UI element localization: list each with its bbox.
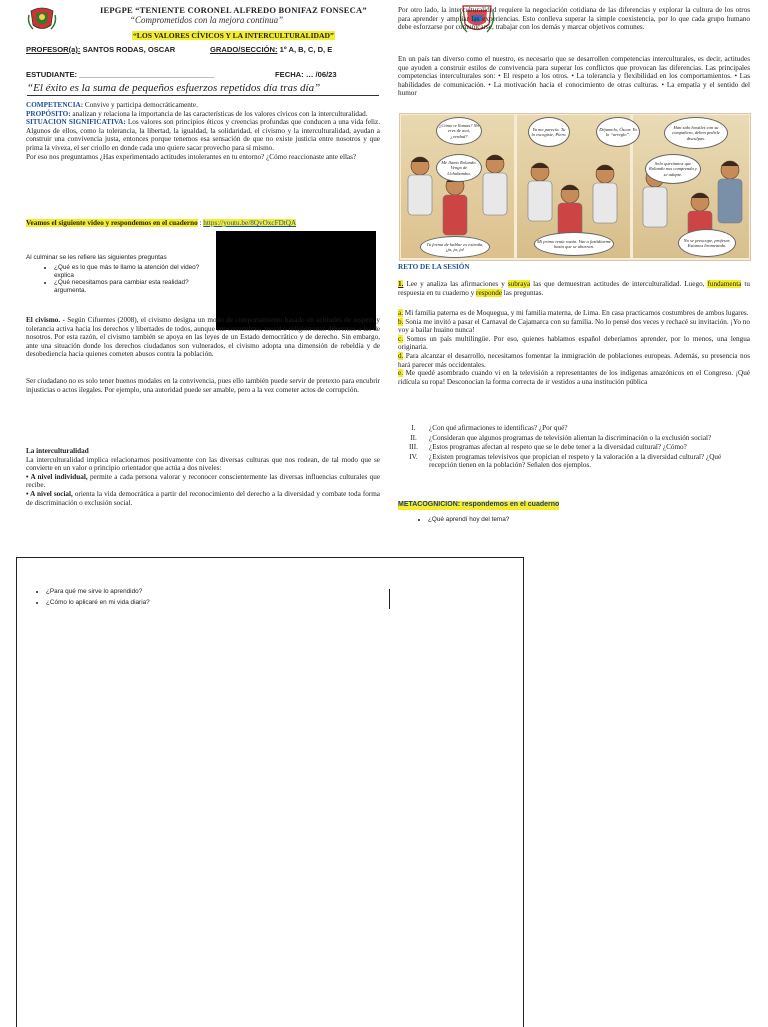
page2-question-2: • ¿Cómo lo aplicaré en mi vida diaria?	[46, 599, 326, 607]
reto-text-1: Lee y analiza las afirmaciones y	[403, 280, 508, 288]
page-2-questions	[26, 588, 326, 607]
reto-item-key: e.	[398, 369, 403, 378]
nivel-social	[26, 490, 380, 507]
teacher-name: SANTOS RODAS, OSCAR	[82, 45, 176, 54]
proposito-para	[26, 110, 380, 119]
reto-item-b[interactable]	[398, 318, 750, 335]
page2-question-1: • ¿Para qué me sirve lo aprendido?	[46, 588, 326, 596]
question-row	[398, 443, 750, 452]
question-number: II.	[410, 433, 417, 442]
nivel1-text: permite a cada persona valorar y reconocer conscientemente las diversas influencias culturales que recibe.	[26, 472, 381, 490]
session-title: “LOS VALORES CÍVICOS Y LA INTERCULTURALIDAD”	[133, 31, 334, 40]
situacion-para	[26, 118, 380, 152]
comic-bubble-8: Solo queríamos que Rolando nos comprenda y se adapte.	[645, 154, 701, 184]
reto-item-text: Para alcanzar el desarrollo, necesitamos fomentar la inmigración de poblaciones europeas. Además, su presencia nos hará parecer más occidentales.	[398, 351, 750, 369]
grade-row	[210, 45, 332, 54]
civismo-para	[26, 316, 380, 359]
reto-fundamenta: fundamenta	[707, 280, 742, 288]
proposito-text: analizan y relaciona la importancia de las características de los valores cívicos con la interculturalidad.	[72, 109, 368, 118]
reto-item-c[interactable]	[398, 335, 750, 352]
question-number: I.	[411, 424, 416, 432]
reto-item-key: d.	[398, 351, 404, 360]
date-label: FECHA:	[275, 70, 304, 79]
proposito-label: PROPÓSITO:	[26, 109, 71, 118]
pregunta-para: Por eso nos preguntamos ¿Has experimentado actitudes intolerantes en tu entorno? ¿Cómo reaccionaste ante ellas?	[26, 152, 357, 161]
quote: “El éxito es la suma de pequeños esfuerzos repetidos día tras día”	[27, 82, 379, 96]
nivel2-text: orienta la vida democrática a partir del reconocimiento del derecho a la diversidad y combate toda forma de discriminación o exclusión social.	[26, 489, 380, 507]
comic-bubble-7: Han sido hostiles con su compañero, deben pedirle disculpas.	[664, 117, 728, 149]
reto-text-2: las que demuestran actitudes de interculturalidad. Luego,	[530, 280, 708, 288]
question-number: IV.	[409, 452, 418, 461]
question-row	[398, 424, 750, 433]
reto-item-key: a.	[398, 309, 403, 317]
reto-title: RETO DE LA SESIÓN	[398, 263, 470, 271]
school-motto: “Comprometidos con la mejora continua”	[130, 15, 284, 25]
metacognicion-title: METACOGNICION: respondemos en el cuaderno	[398, 501, 560, 508]
comic-bubble-3: Tu forma de hablar es extraña, ¡ja, ja, ja!	[420, 236, 490, 258]
reto-items	[398, 309, 750, 386]
metacognicion-list	[398, 516, 698, 524]
question-text: ¿Estos programas afectan al respeto que se le debe tener a la diversidad cultural? ¿Cómo?	[429, 443, 687, 452]
civismo-text: - Según Cifuentes (2008), el civismo designa un modo de comportamiento basado en actitudes de respeto y tolerancia activa hacia los derechos y libertades de todos, aunque sus costumbres, moral o religión sean diferentes a las de nosotros. Por esta razón, el civismo también se apoya en las leyes de un Estado democrático y de derecho. Sin embargo, ante una situación donde los derechos ciudadanos son vulnerados, el civismo adopta una dimensión de rebeldía y de desobediencia hacia quienes cometen abusos contra la población.	[26, 316, 381, 359]
grade-label: GRADO/SECCIÓN:	[210, 45, 278, 54]
reto-instructions	[398, 280, 750, 297]
reto-responde: responde	[476, 288, 502, 297]
reto-item-text: Somos un país multilingüe. Por eso, quienes hablamos español deberíamos aprender, por lo menos, una lengua originaria.	[398, 334, 750, 352]
video-intro: Al culminar se les refiere las siguientes preguntas	[26, 254, 167, 261]
right-para-1: Por otro lado, la interculturalidad requiere la negociación cotidiana de las diferencias y explorar la cultura de los otros para aprender y ampliar las experiencias. Esto conlleva superar la simple coexistencia, por lo que cada grupo humano debe esforzarse por comunicarse, trabajar con los demás y marcar objetivos comunes.	[398, 6, 750, 32]
student-blank[interactable]: ________________________________	[79, 70, 215, 79]
nivel-individual	[26, 473, 380, 490]
student-row[interactable]	[26, 70, 214, 79]
teacher-row	[26, 45, 175, 54]
intro-block	[26, 101, 380, 161]
text-cursor	[389, 589, 390, 609]
question-text: ¿Consideran que algunos programas de televisión alientan la discriminación o la exclusión social?	[429, 433, 712, 442]
question-row	[398, 434, 750, 443]
reto-item-e[interactable]	[398, 369, 750, 386]
question-row	[398, 453, 750, 470]
ciudadano-para: Ser ciudadano no es solo tener buenos modales en la convivencia, pues ello también puede servir de pretexto para encubrir injusticias o actos ilegales. Por ejemplo, una autoridad puede ser amable, pero a la vez cometer actos de corrupción.	[26, 377, 380, 394]
reto-subraya: subraya	[507, 280, 531, 288]
reto-item-key: b.	[398, 317, 404, 326]
reto-item-text: Sonia me invitó a pasar el Carnaval de Cajamarca con su familia. No lo pensé dos veces y rechacé su invitación. ¡Yo no voy a bailar huaino nunca!	[398, 317, 750, 335]
comic-bubble-1: ¿Cómo te llamas? No eres de acá, ¿verdad?	[436, 117, 482, 145]
nivel2-label: • A nivel social,	[26, 489, 73, 498]
reto-text-3: tu respuesta en tu cuaderno y	[398, 280, 750, 297]
grade-value: 1º A, B, C, D, E	[279, 45, 333, 54]
reto-item-text: Me quedé asombrado cuando vi en la televisión a representantes de los indígenas amazónicos en el Congreso. ¡Qué ridícula su ropa! Desconocían la forma correcta de ir vestidos a una institución pública	[398, 369, 750, 386]
meta-question-1: • ¿Qué aprendí hoy del tema?	[428, 516, 698, 524]
video-question-2: • ¿Qué necesitamos para cambiar esta realidad? argumenta.	[54, 279, 208, 295]
question-text: ¿Con qué afirmaciones te identificas? ¿Por qué?	[429, 424, 568, 432]
video-label: Veamos el siguiente video y respondemos en el cuaderno	[26, 219, 198, 227]
competencia-para	[26, 101, 380, 110]
civismo-label: El civismo.	[26, 316, 61, 324]
reto-item-d[interactable]	[398, 352, 750, 369]
question-text: ¿Existen programas televisivos que propician el respeto y la valoración a la diversidad cultural? ¿Qué recepción tienen en la población? Señalen dos ejemplos.	[429, 452, 722, 470]
page-2-frame	[16, 557, 524, 1027]
reto-item-a[interactable]	[398, 309, 750, 318]
video-question-1: • ¿Qué es lo que más te llamo la atención del video? explica	[54, 264, 208, 280]
interculturalidad-block	[26, 447, 380, 507]
video-link[interactable]: https://youtu.be/8QvOxcFDtQA	[203, 219, 297, 227]
reto-questions	[398, 424, 750, 470]
comic-bubble-9: No se preocupe, profesor. Estamos bromeando.	[678, 229, 736, 257]
comic-bubble-4: Ya me parecía. Tu lo escogiste, Piero.	[528, 117, 570, 147]
inter-title: La interculturalidad	[26, 447, 89, 455]
nivel1-label: • A nivel individual,	[26, 472, 88, 481]
date-value[interactable]: … /06/23	[305, 70, 337, 79]
reto-number: 1.	[398, 280, 404, 288]
school-name: IEPGPE “TENIENTE CORONEL ALFREDO BONIFAZ FONSECA”	[100, 5, 367, 15]
reto-text-4: las preguntas.	[502, 288, 544, 297]
video-questions	[26, 254, 208, 295]
inter-text: La interculturalidad implica relacionarnos positivamente con las diversas culturas que nos rodean, de tal modo que se convierte en un valor o principio orientador que actúa a dos niveles:	[26, 455, 380, 473]
comic-bubble-2: Me llamo Rolando. Vengo de Uchubamba.	[436, 154, 482, 182]
student-label: ESTUDIANTE:	[26, 70, 78, 79]
teacher-label: PROFESOR(a):	[26, 45, 81, 54]
competencia-label: COMPETENCIA:	[26, 101, 84, 109]
school-crest-icon	[27, 3, 57, 33]
situacion-label: SITUACION SIGNIFICATIVA:	[26, 118, 126, 127]
date-row[interactable]	[275, 70, 337, 79]
comic-bubble-5: Mi primo tenía razón. Van a fastidiarme hasta que se aburran.	[534, 232, 614, 256]
reto-item-text: Mi familia paterna es de Moquegua, y mi familia materna, de Lima. En casa practicamos costumbres de ambos lugares.	[403, 309, 749, 317]
reto-item-key: c.	[398, 334, 403, 343]
question-number: III.	[409, 443, 418, 452]
competencia-text: Convive y participa democráticamente.	[84, 101, 198, 109]
video-row: Veamos el siguiente video y respondemos en el cuaderno : https://youtu.be/8QvOxcFDtQA	[26, 219, 297, 227]
comic-bubble-6: Déjamelo, Óscar. Yo lo “arreglo”.	[596, 117, 640, 147]
right-para-2: En un país tan diverso como el nuestro, es necesario que se desarrollen competencias interculturales, es decir, actitudes que ayuden a construir estilos de convivencia para superar los conflictos que provocan las diferencias. Las principales competencias interculturales son: • El respeto a los otros. • La tolerancia y flexibilidad en los comportamientos. • Las habilidades de comunicación. • La motivación hacia el conocimiento de otras culturas. • La empatía y el sentido del humor	[398, 55, 750, 98]
comic-illustration	[399, 113, 751, 261]
situacion-text: Los valores son principios éticos y creencias profundas que conducen a una vida feliz. Algunos de ellos, como la tolerancia, la libertad, la igualdad, la solidaridad, el civismo y la interculturalidad, ayudan a construir una convivencia justa, entonces porque tenemos esa sensación de que no existe justicia entre nosotros y que prima la viveza, el ser criollo en donde cada uno quiere sacar provecho para sí mismo.	[26, 118, 380, 152]
